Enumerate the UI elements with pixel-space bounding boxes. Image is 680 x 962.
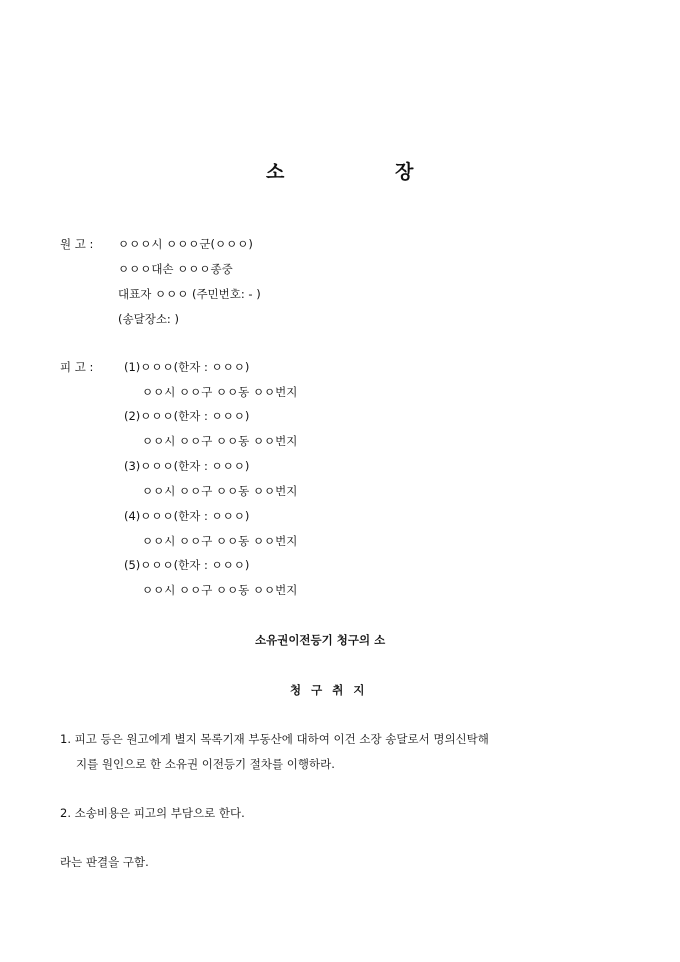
claim-1-line-1: 1. 피고 등은 원고에게 별지 목록기재 부동산에 대하여 이건 소장 송달로서 명의신탁해 [60,732,489,746]
plaintiff-line: ㅇㅇㅇ대손 ㅇㅇㅇ종중 [118,262,233,276]
defendant-address: ㅇㅇ시 ㅇㅇ구 ㅇㅇ동 ㅇㅇ번지 [142,434,298,448]
plaintiff-label: 원 고 : [60,237,94,251]
defendant-address: ㅇㅇ시 ㅇㅇ구 ㅇㅇ동 ㅇㅇ번지 [142,484,298,498]
claim-2: 2. 소송비용은 피고의 부담으로 한다. [60,806,245,820]
plaintiff-line: (송달장소: ) [118,312,179,326]
document-title-right: 장 [395,161,414,183]
case-title: 소유권이전등기 청구의 소 [255,633,386,647]
claim-1-line-2: 지를 원인으로 한 소유권 이전등기 절차를 이행하라. [76,757,335,771]
defendant-name: (5)ㅇㅇㅇ(한자 : ㅇㅇㅇ) [124,558,250,572]
defendant-name: (4)ㅇㅇㅇ(한자 : ㅇㅇㅇ) [124,509,250,523]
closing-text: 라는 판결을 구함. [60,855,149,869]
defendant-address: ㅇㅇ시 ㅇㅇ구 ㅇㅇ동 ㅇㅇ번지 [142,583,298,597]
defendant-name: (1)ㅇㅇㅇ(한자 : ㅇㅇㅇ) [124,360,250,374]
defendant-address: ㅇㅇ시 ㅇㅇ구 ㅇㅇ동 ㅇㅇ번지 [142,385,298,399]
plaintiff-line: 대표자 ㅇㅇㅇ (주민번호: - ) [118,287,261,301]
claim-heading: 청 구 취 지 [290,683,365,697]
plaintiff-line: ㅇㅇㅇ시 ㅇㅇㅇ군(ㅇㅇㅇ) [118,237,253,251]
defendant-label: 피 고 : [60,360,94,374]
defendant-name: (2)ㅇㅇㅇ(한자 : ㅇㅇㅇ) [124,409,250,423]
document-title-left: 소 [266,161,285,183]
defendant-name: (3)ㅇㅇㅇ(한자 : ㅇㅇㅇ) [124,459,250,473]
defendant-address: ㅇㅇ시 ㅇㅇ구 ㅇㅇ동 ㅇㅇ번지 [142,534,298,548]
